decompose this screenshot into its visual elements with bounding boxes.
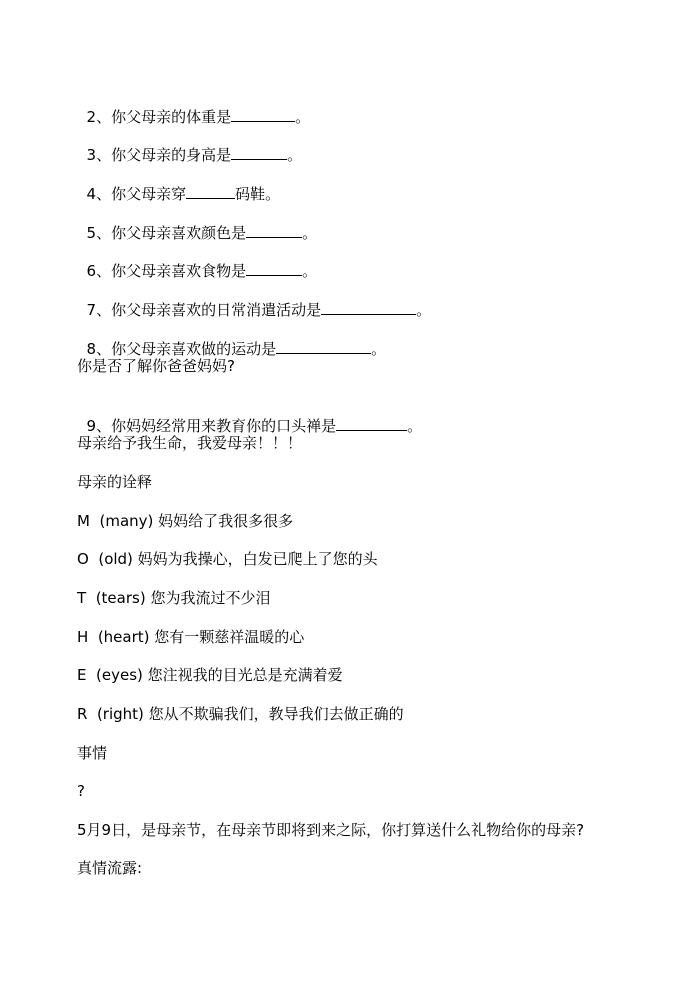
mothers-day-question: 5月9日，是母亲节，在母亲节即将到来之际，你打算送什么礼物给你的母亲? [77,821,585,839]
love-statement: 母亲给予我生命，我爱母亲！！！ [77,434,303,452]
answer-blank-9[interactable] [336,415,407,431]
question-3 [77,124,302,165]
question-mark: ? [77,782,85,800]
question-7-end: 。 [416,301,432,319]
answer-blank-6[interactable] [246,260,302,276]
acrostic-o: O (old) 妈妈为我操心，白发已爬上了您的头 [77,550,378,568]
question-8-end: 。 [371,340,387,358]
question-3-end: 。 [287,146,303,164]
question-5 [77,202,317,243]
question-4 [77,163,280,204]
answer-blank-2[interactable] [231,106,295,122]
acrostic-h: H (heart) 您有一颗慈祥温暖的心 [77,628,305,646]
answer-blank-3[interactable] [231,144,287,160]
question-7-text: 7、你父母亲喜欢的日常消遣活动是 [86,301,322,319]
question-2 [77,86,310,127]
question-5-end: 。 [302,224,318,242]
answer-blank-5[interactable] [246,222,302,238]
answer-blank-4[interactable] [186,183,235,199]
question-6-end: 。 [302,262,318,280]
acrostic-e: E (eyes) 您注视我的目光总是充满着爱 [77,666,343,684]
question-9-end: 。 [407,417,423,435]
acrostic-m: M (many) 妈妈给了我很多很多 [77,512,294,530]
question-3-text: 3、你父母亲的身高是 [86,146,232,164]
question-4-end: 码鞋。 [235,185,281,203]
question-6-text: 6、你父母亲喜欢食物是 [86,262,247,280]
acrostic-r-continued: 事情 [77,744,108,762]
answer-blank-7[interactable] [321,299,416,315]
answer-blank-8[interactable] [276,338,371,354]
question-9 [77,395,422,436]
true-feelings-label: 真情流露: [77,859,143,877]
question-8-text: 8、你父母亲喜欢做的运动是 [86,340,277,358]
question-9-text: 9、你妈妈经常用来教育你的口头禅是 [86,417,337,435]
question-8 [77,318,386,359]
question-2-end: 。 [295,108,311,126]
acrostic-t: T (tears) 您为我流过不少泪 [77,589,271,607]
acrostic-r: R (right) 您从不欺骗我们，教导我们去做正确的 [77,705,404,723]
question-6 [77,240,317,281]
question-4-text: 4、你父母亲穿 [86,185,187,203]
question-2-text: 2、你父母亲的体重是 [86,108,232,126]
interpretation-title: 母亲的诠释 [77,473,153,491]
section-question: 你是否了解你爸爸妈妈? [77,357,235,375]
question-7 [77,279,431,320]
question-5-text: 5、你父母亲喜欢颜色是 [86,224,247,242]
